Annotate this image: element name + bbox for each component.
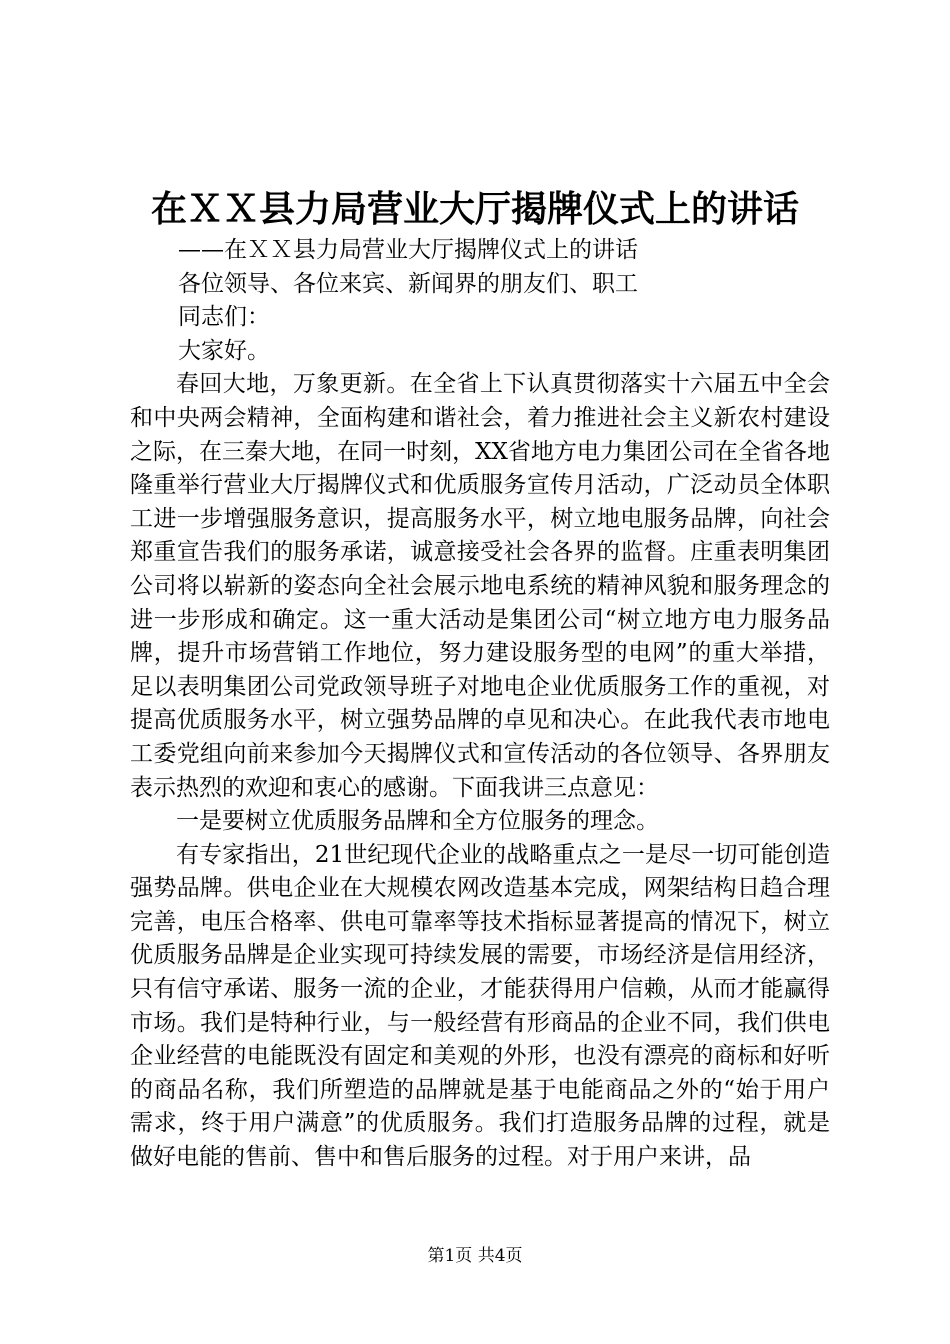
salutation-line-2: 同志们： bbox=[178, 304, 270, 331]
paragraph: 春回大地，万象更新。在全省上下认真贯彻落实十六届五中全会和中央两会精神，全面构建和谐社会，着力推进社会主义新农村建设之际，在三秦大地，在同一时刻，XX省地方电力集团公司在全省各地隆重举行营业大厅揭牌仪式和优质服务宣传月活动，广泛动员全体职工进一步增强服务意识，提高服务水平，树立地电服务品牌，向社会郑重宣告我们的服务承诺，诚意接受社会各界的监督。庄重表明集团公司将以崭新的姿态向全社会展示地电系统的精神风貌和服务理念的进一步形成和确定。这一重大活动是集团公司“树立地方电力服务品牌，提升市场营销工作地位，努力建设服务型的电网”的重大举措，足以表明集团公司党政领导班子对地电企业优质服务工作的重视，对提高优质服务水平，树立强势品牌的卓见和决心。在此我代表市地电工委党组向前来参加今天揭牌仪式和宣传活动的各位领导、各界朋友表示热烈的欢迎和衷心的感谢。下面我讲三点意见： bbox=[130, 371, 830, 801]
paragraph: 有专家指出，21世纪现代企业的战略重点之一是尽一切可能创造强势品牌。供电企业在大规模农网改造基本完成，网架结构日趋合理完善，电压合格率、供电可靠率等技术指标显著提高的情况下，树立优质服务品牌是企业实现可持续发展的需要，市场经济是信用经济，只有信守承诺、服务一流的企业，才能获得用户信赖，从而才能赢得市场。我们是特种行业，与一般经营有形商品的企业不同，我们供电企业经营的电能既没有固定和美观的外形，也没有漂亮的商标和好听的商品名称，我们所塑造的品牌就是基于电能商品之外的“始于用户需求，终于用户满意”的优质服务。我们打造服务品牌的过程，就是做好电能的售前、售中和售后服务的过程。对于用户来讲，品 bbox=[130, 841, 830, 1171]
paragraph: 一是要树立优质服务品牌和全方位服务的理念。 bbox=[176, 808, 659, 835]
greeting: 大家好。 bbox=[178, 337, 270, 364]
salutation-line-1: 各位领导、各位来宾、新闻界的朋友们、职工 bbox=[178, 270, 638, 297]
subtitle: ——在ＸＸ县力局营业大厅揭牌仪式上的讲话 bbox=[178, 237, 638, 263]
document-body bbox=[130, 234, 830, 1175]
page-footer: 第1页 共4页 bbox=[427, 1246, 523, 1266]
document-title: 在ＸＸ县力局营业大厅揭牌仪式上的讲话 bbox=[150, 188, 799, 230]
